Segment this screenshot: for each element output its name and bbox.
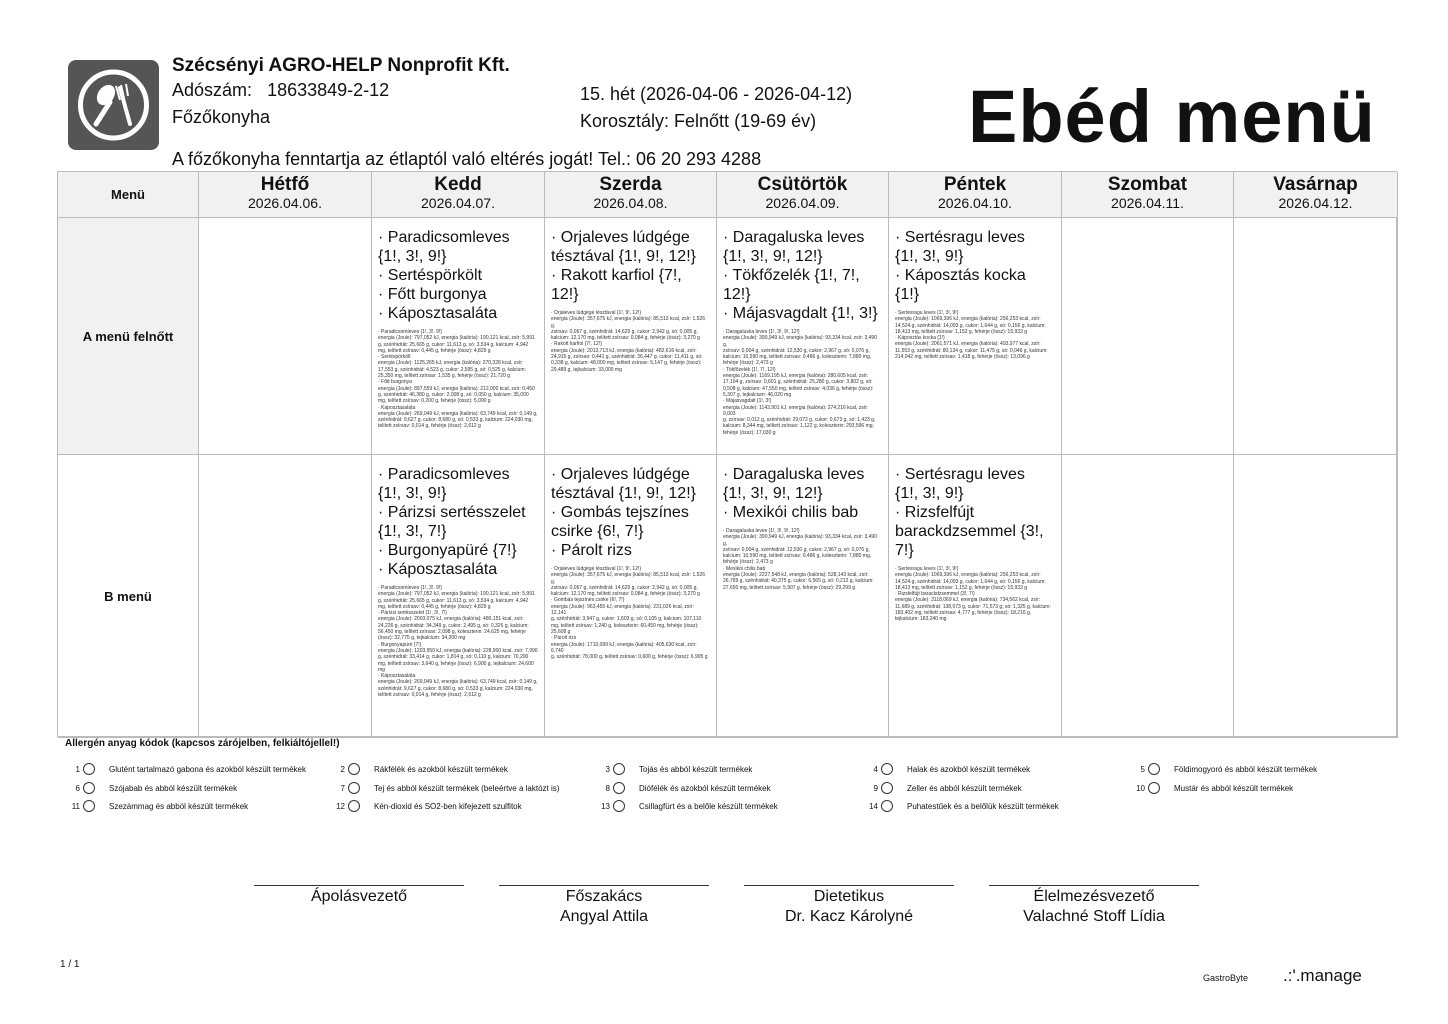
allergen-item — [590, 763, 752, 775]
nutrition-info — [717, 323, 888, 436]
tax-number — [172, 80, 389, 101]
signature-line — [499, 885, 709, 886]
day-name: Csütörtök — [757, 174, 848, 195]
nutrition-line: mg, telített zsírsav: 0,200 g, fehérje (össz): 5,000 g — [378, 398, 491, 405]
allergen-number: 11 — [71, 801, 80, 811]
dish-line: · Sertésragu leves — [895, 229, 1025, 246]
allergen-label: Szezámmag és abból készült termékek — [109, 801, 249, 811]
signature-line — [744, 885, 954, 886]
dish-line: · Káposztasaláta — [378, 561, 498, 578]
dish-line: 12!} — [551, 286, 579, 303]
crab-icon — [348, 763, 360, 775]
nutrition-line: energia (Joule): 1710,099 kJ, energia (kalória): 405,630 kcal, zsír: 6,740 — [551, 641, 697, 654]
nutrition-line: · Mexikói chilis bab — [723, 565, 766, 572]
peanut-icon — [1148, 763, 1160, 775]
egg-icon — [613, 763, 625, 775]
menu-cell — [1234, 218, 1398, 455]
day-header — [717, 172, 889, 218]
nutrition-line: (össz): 32,775 g, tejkalcium: 34,200 mg — [378, 635, 466, 642]
day-name: Szombat — [1107, 174, 1188, 195]
dish-line: · Sertésragu leves — [895, 466, 1025, 483]
dish-line: · Rizsfelfújt — [895, 504, 975, 521]
dish-line: · Orjaleves lúdgége — [551, 466, 690, 483]
allergen-number: 5 — [1140, 764, 1145, 774]
signature-block — [254, 887, 464, 907]
dish-line: · Rakott karfiol {7!, — [551, 267, 682, 284]
nutrition-line: 17,104 g, zsírsav: 0,601 g, szénhidrát: 25,280 g, cukor: 3,802 g, só: — [723, 379, 873, 386]
dish-line: · Paradicsomleves — [378, 466, 510, 483]
nutrition-line: 11,689 g, szénhidrát: 138,073 g, cukor: 71,573 g, só: 1,325 g, kalcium: — [895, 603, 1051, 610]
allergen-number: 8 — [605, 783, 610, 793]
allergen-item — [325, 782, 559, 794]
celery-icon — [881, 782, 893, 794]
spoon-fork-icon — [68, 60, 159, 150]
nutrition-line: · Káposztasaláta — [378, 404, 416, 411]
allergen-label: Csillagfürt és a belőle készült termékek — [639, 801, 778, 811]
dish-line: · Tökfőzelék {1!, 7!, — [723, 267, 860, 284]
dish-line: · Burgonyapüré {7!} — [378, 542, 517, 559]
nutrition-line: energia (Joule): 2227,548 kJ, energia (kalória): 528,143 kcal, zsír: — [723, 572, 869, 579]
table-corner: Menü — [58, 172, 199, 218]
nutrition-line: 29,489 g, tejkalcium: 33,000 mg — [551, 366, 622, 373]
nutrition-line: fehérje (össz): 2,473 g — [723, 559, 773, 566]
dish-line: · Májasvagdalt {1!, 3!} — [723, 305, 878, 322]
menu-cell — [199, 218, 372, 455]
day-name: Péntek — [943, 174, 1007, 195]
dish-line: {1!} — [895, 286, 920, 303]
menu-cell — [889, 218, 1062, 455]
allergen-item — [325, 763, 508, 775]
day-name: Kedd — [434, 174, 482, 195]
dish-line: · Káposztás kocka — [895, 267, 1026, 284]
nutrition-line: 0,338 g, kalcium: 48,000 mg, telített zsírsav: 5,147 g, fehérje (össz): — [551, 360, 702, 367]
dish-list — [372, 218, 544, 323]
soybean-icon — [83, 782, 95, 794]
nutrition-line: szénhidrát: 9,627 g, cukor: 8,680 g, só: 0,533 g, kalcium: 224,030 mg, — [378, 685, 533, 692]
nutrition-line: 11,553 g, szénhidrát: 80,134 g, cukor: 11,475 g, só: 0,046 g, kalcium: — [895, 347, 1048, 354]
nutrition-info — [545, 560, 716, 660]
nutrition-line: 17,553 g, szénhidrát: 4,523 g, cukor: 2,595 g, só: 0,525 g, kalcium: — [378, 366, 526, 373]
nutrition-line: · Daragaluska leves {1!, 3!, 9!, 12!} — [723, 329, 800, 335]
nutrition-line: 214,042 mg, telített zsírsav: 1,418 g, fehérje (össz): 13,096 g — [895, 354, 1030, 361]
allergen-label: Mustár és abból készült termékek — [1174, 783, 1294, 793]
nutrition-line: g, szénhidrát: 33,414 g, cukor: 1,814 g, só: 0,110 g, kalcium: 70,200 — [378, 654, 529, 661]
day-header — [1234, 172, 1398, 218]
dish-line: · Párolt rizs — [551, 542, 632, 559]
menu-cell — [1062, 218, 1234, 455]
allergen-item — [1125, 763, 1317, 775]
page-title: Ebéd menü — [968, 75, 1376, 158]
nutrition-line: · Rakott karfiol {7!, 12!} — [551, 341, 602, 348]
nutrition-info — [889, 560, 1061, 623]
nutrition-line: energia (Joule): 1169,195 kJ, energia (kalória): 280,605 kcal, zsír: — [723, 373, 869, 380]
nutrition-line: energia (Joule): 963,455 kJ, energia (kalória): 231,026 kcal, zsír: 12,141 — [551, 603, 694, 617]
nutrition-line: · Sertésragu leves {1!, 3!, 9!} — [895, 566, 959, 572]
dish-line: {1!, 3!, 9!} — [895, 248, 964, 265]
nutrition-line: energia (Joule): 797,052 kJ, energia (kalória): 190,121 kcal, zsír: 5,991 — [378, 591, 535, 598]
nutrition-line: 25,350 mg, telített zsírsav: 1,535 g, fehérje (össz): 21,720 g — [378, 373, 511, 380]
nutrition-line: 183,402 mg, telített zsírsav: 4,777 g, fehérje (össz): 18,216 g, — [895, 610, 1032, 617]
allergen-number: 1 — [75, 764, 80, 774]
menu-cell — [199, 455, 372, 738]
nutrition-line: g, szénhidrát: 78,000 g, telített zsírsav: 0,600 g, fehérje (össz): 6,905 g — [551, 654, 708, 661]
nutrition-line: · Párolt rizs — [551, 635, 577, 642]
day-header — [889, 172, 1062, 218]
signature-block — [744, 887, 954, 927]
fish-icon — [881, 763, 893, 775]
dish-line: {1!, 3!, 9!} — [378, 485, 447, 502]
nutrition-line: 18,413 mg, telített zsírsav: 1,152 g, fehérje (össz): 15,932 g — [895, 328, 1028, 335]
nutrition-line: zsírsav: 0,067 g, szénhidrát: 14,629 g, cukor: 2,942 g, só: 0,005 g, — [551, 328, 698, 335]
dish-line: {1!, 3!, 9!, 12!} — [723, 485, 823, 502]
day-header — [545, 172, 717, 218]
nutrition-line: zsírsav: 0,067 g, szénhidrát: 14,629 g, cukor: 2,942 g, só: 0,005 g, — [551, 584, 698, 591]
dish-line: · Orjaleves lúdgége — [551, 229, 690, 246]
signature-name: Angyal Attila — [559, 908, 649, 925]
tax-label: Adószám: — [172, 80, 253, 100]
allergen-number: 3 — [605, 764, 610, 774]
nutrition-line: 18,413 mg, telített zsírsav: 1,152 g, fehérje (össz): 15,932 g — [895, 584, 1028, 591]
nutrition-line: energia (Joule): 2003,075 kJ, energia (kalória): 480,151 kcal, zsír: — [378, 616, 524, 623]
nutrition-line: energia (Joule): 897,559 kJ, energia (kalória): 212,000 kcal, zsír: 0,450 — [378, 385, 535, 392]
nutrition-info — [545, 304, 716, 373]
menu-cell — [545, 218, 717, 455]
nutrition-line: tejkalcium: 183,240 mg — [895, 616, 947, 623]
dish-line: {1!, 3!, 9!, 12!} — [723, 248, 823, 265]
dish-list — [889, 218, 1061, 304]
allergen-number: 10 — [1136, 783, 1145, 793]
brand-manage: .:'.manage — [1283, 966, 1362, 985]
nutrition-line: 56,450 mg, telített zsírsav: 2,098 g, koleszterin: 24,625 mg, fehérje — [378, 629, 526, 636]
nutrition-line: energia (Joule): 1203,950 kJ, energia (kalória): 228,900 kcal, zsír: 7,990 — [378, 647, 538, 654]
allergen-number: 7 — [340, 783, 345, 793]
signature-line — [254, 885, 464, 886]
allergen-label: Szójabab és abból készült termékek — [109, 783, 238, 793]
dish-line: · Paradicsomleves — [378, 229, 510, 246]
nutrition-line: · Gombás tejszínes csirke {6!, 7!} — [551, 597, 625, 604]
menu-cell — [1234, 455, 1398, 738]
nutrition-line: g, zsírsav: 0,012 g, szénhidrát: 29,072 g, cukor: 0,673 g, só: 1,423 g, — [723, 417, 876, 424]
allergen-label: Rákfélék és azokból készült termékek — [374, 764, 508, 774]
lupin-icon — [613, 800, 625, 812]
nutrition-line: · Párizsi sertésszelet {1!, 3!, 7!} — [378, 610, 447, 617]
nutrition-line: kalcium: 10,590 mg, telített zsírsav: 0,486 g, koleszterin: 7,880 mg, — [723, 553, 872, 560]
nutrition-line: energia (Joule): 357,675 kJ, energia (kalória): 85,513 kcal, zsír: 1,526 g, — [551, 316, 705, 329]
milk-icon — [348, 782, 360, 794]
nutrition-line: energia (Joule): 1143,901 kJ, energia (kalória): 274,216 kcal, zsír: 9,003 — [723, 404, 869, 417]
allergen-item — [858, 763, 1030, 775]
allergen-item — [1125, 782, 1293, 794]
signature-role: Dietetikus — [813, 888, 885, 905]
dish-list — [717, 218, 888, 323]
mustard-icon — [1148, 782, 1160, 794]
dish-line: · Gombás tejszínes — [551, 504, 689, 521]
nutrition-line: 26,769 g, szénhidrát: 40,375 g, cukor: 6,565 g, só: 0,212 g, kalcium: — [723, 578, 874, 585]
allergen-label: Halak és azokból készült termékek — [907, 764, 1031, 774]
day-header — [199, 172, 372, 218]
signature-name: Dr. Kacz Károlyné — [784, 908, 914, 925]
dish-list — [372, 455, 544, 579]
brand-gastrobyte: GastroByte — [1203, 973, 1249, 983]
nutrition-line: energia (Joule): 1069,396 kJ, energia (kalória): 256,253 kcal, zsír: — [895, 572, 1041, 579]
dish-line: {1!, 3!, 9!} — [378, 248, 447, 265]
wheat-icon — [83, 763, 95, 775]
day-date: 2026.04.10. — [938, 195, 1012, 211]
dish-line: {1!, 3!, 7!} — [378, 523, 447, 540]
nutrition-line: zsírsav: 0,004 g, szénhidrát: 12,530 g, cukor: 2,967 g, só: 0,076 g, — [723, 546, 870, 553]
nutrition-line: · Tökfőzelék {1!, 7!, 12!} — [723, 366, 776, 373]
dish-line: {1!, 3!, 9!} — [895, 485, 964, 502]
nutrition-line: 14,524 g, szénhidrát: 14,093 g, cukor: 1,644 g, só: 0,156 g, kalcium: — [895, 578, 1046, 585]
nutrition-line: · Orjaleves lúdgége tésztával {1!, 9!, 12!} — [551, 310, 642, 316]
dish-line: 12!} — [723, 286, 751, 303]
day-date: 2026.04.12. — [1278, 195, 1353, 211]
signature-name: Valachné Stoff Lídia — [1023, 908, 1165, 925]
allergen-number: 14 — [869, 801, 878, 811]
menu-cell — [372, 218, 545, 455]
dish-line: 7!} — [895, 542, 914, 559]
allergen-number: 2 — [340, 764, 345, 774]
dish-line: · Főtt burgonya — [378, 286, 487, 303]
day-header — [1062, 172, 1234, 218]
day-header — [372, 172, 545, 218]
dish-line: tésztával {1!, 9!, 12!} — [551, 248, 696, 265]
nutrition-line: g, szénhidrát: 46,380 g, cukor: 2,008 g, só: 0,050 g, kalcium: 35,000 — [378, 391, 529, 398]
nutrition-line: g, szénhidrát: 3,947 g, cukor: 1,603 g, só: 0,105 g, kalcium: 107,110 — [551, 616, 702, 623]
nutrition-line: fehérje (össz): 2,473 g — [723, 360, 773, 367]
dish-line: · Káposztasaláta — [378, 305, 498, 322]
day-date: 2026.04.09. — [765, 195, 840, 211]
nutrition-line: kalcium: 8,344 mg, telített zsírsav: 1,122 g, koleszterin: 293,596 mg, — [723, 423, 874, 430]
nutrition-line: · Sertésragu leves {1!, 3!, 9!} — [895, 310, 959, 316]
nutrition-line: · Paradicsomleves {1!, 3!, 9!} — [378, 329, 442, 335]
day-name: Hétfő — [260, 174, 310, 195]
allergen-number: 9 — [873, 783, 878, 793]
nutrition-line: 0,508 g, kalcium: 47,550 mg, telített zsírsav: 4,036 g, fehérje (össz): — [723, 385, 874, 392]
mollusc-icon — [881, 800, 893, 812]
dish-line: · Daragaluska leves — [723, 229, 865, 246]
allergen-label: Földimogyoró és abból készült termékek — [1174, 764, 1318, 774]
nutrition-info — [889, 304, 1061, 360]
nutrition-line: · Orjaleves lúdgége tésztával {1!, 9!, 12!} — [551, 566, 642, 572]
allergen-label: Glutént tartalmazó gabona és azokból készült termékek — [109, 764, 306, 774]
allergen-label: Diófélék és azokból készült termékek — [639, 783, 771, 793]
day-date: 2026.04.07. — [421, 195, 495, 211]
nutrition-line: energia (Joule): 797,052 kJ, energia (kalória): 190,121 kcal, zsír: 5,991 — [378, 335, 535, 342]
nutrition-line: energia (Joule): 269,049 kJ, energia (kalória): 63,749 kcal, zsír: 0,149 g, — [378, 679, 538, 686]
nutrition-line: mg, telített zsírsav: 0,445 g, fehérje (össz): 4,829 g — [378, 603, 491, 610]
page-number: 1 / 1 — [60, 959, 80, 970]
day-name: Szerda — [599, 174, 662, 195]
nutrition-line: kalcium: 12,170 mg, telített zsírsav: 0,084 g, fehérje (össz): 3,270 g — [551, 591, 700, 598]
nutrition-line: 27,650 mg, telített zsírsav: 5,907 g, fehérje (össz): 29,299 g — [723, 584, 856, 591]
nutrition-line: 25,608 g — [551, 628, 571, 635]
menu-cell — [717, 218, 889, 455]
nutrition-line: · Burgonyapüré {7!} — [378, 641, 422, 648]
dish-line: · Párizsi sertésszelet — [378, 504, 526, 521]
nutrition-line: · Káposztasaláta — [378, 673, 416, 680]
signature-line — [989, 885, 1199, 886]
menu-cell — [372, 455, 545, 738]
signature-block — [499, 887, 709, 927]
nutrition-line: kalcium: 10,590 mg, telített zsírsav: 0,486 g, koleszterin: 7,880 mg, — [723, 354, 872, 361]
nutrition-line: energia (Joule): 2013,713 kJ, energia (kalória): 482,616 kcal, zsír: — [551, 347, 697, 354]
nutrition-line: mg, telített zsírsav: 1,240 g, koleszterin: 60,450 mg, fehérje (össz): — [551, 622, 699, 629]
notice: A főzőkonyha fenntartja az étlaptól való eltérés jogát! Tel.: 06 20 293 4288 — [172, 149, 762, 169]
signature-role: Ápolásvezető — [310, 888, 408, 905]
day-date: 2026.04.06. — [248, 195, 322, 211]
allergen-item — [590, 782, 771, 794]
signature-role: Főszakács — [565, 888, 643, 905]
nutrition-line: · Sertéspörkölt — [378, 354, 411, 361]
allergen-label: Kén-dioxid és SO2-ben kifejezett szulfitok — [374, 801, 522, 811]
nutrition-line: telített zsírsav: 0,014 g, fehérje (össz): 2,612 g — [378, 423, 481, 430]
row-label: B menü — [58, 455, 199, 738]
allergen-number: 6 — [75, 783, 80, 793]
nutrition-line: · Főtt burgonya — [378, 379, 412, 386]
allergen-item — [325, 800, 522, 812]
dish-line: · Mexikói chilis bab — [723, 504, 859, 521]
tax-value: 18633849-2-12 — [267, 80, 390, 100]
nutrition-line: energia (Joule): 3118,069 kJ, energia (kalória): 734,562 kcal, zsír: — [895, 597, 1041, 604]
dish-line: csirke {6!, 7!} — [551, 523, 644, 540]
nut-icon — [613, 782, 625, 794]
allergen-label: Tojás és abból készült termékek — [639, 764, 753, 774]
signature-block — [989, 887, 1199, 927]
allergen-number: 13 — [601, 801, 610, 811]
nutrition-line: · Rizsfelfújt barackdzsemmel {3!, 7!} — [895, 591, 975, 598]
nutrition-info — [372, 579, 544, 698]
menu-cell — [1062, 455, 1234, 738]
nutrition-line: energia (Joule): 390,949 kJ, energia (kalória): 93,334 kcal, zsír: 3,490 g, — [723, 534, 877, 547]
dish-line: tésztával {1!, 9!, 12!} — [551, 485, 696, 502]
allergen-number: 4 — [873, 764, 878, 774]
allergen-item — [858, 782, 1022, 794]
allergen-number: 12 — [336, 801, 345, 811]
kitchen-name: Főzőkonyha — [172, 107, 271, 127]
dish-list — [545, 218, 716, 304]
nutrition-line: zsírsav: 0,004 g, szénhidrát: 12,530 g, cukor: 2,967 g, só: 0,076 g, — [723, 347, 870, 354]
nutrition-line: energia (Joule): 357,675 kJ, energia (kalória): 85,513 kcal, zsír: 1,526 g, — [551, 572, 705, 585]
week-range: 15. hét (2026-04-06 - 2026-04-12) — [580, 84, 853, 104]
nutrition-line: mg, telített zsírsav: 3,640 g, fehérje (össz): 6,900 g, tejkalcium: 24,600 mg — [378, 660, 534, 673]
nutrition-line: mg, telített zsírsav: 0,445 g, fehérje (össz): 4,829 g — [378, 347, 491, 354]
nutrition-line: fehérje (össz): 17,030 g — [723, 429, 776, 436]
nutrition-line: 24,226 g, szénhidrát: 34,349 g, cukor: 2,495 g, só: 0,326 g, kalcium: — [378, 622, 529, 629]
allergen-item — [60, 782, 237, 794]
nutrition-line: 5,307 g, tejkalcium: 46,020 mg — [723, 391, 792, 398]
nutrition-line: energia (Joule): 269,049 kJ, energia (kalória): 63,749 kcal, zsír: 0,149 g, — [378, 410, 538, 417]
sesame-icon — [83, 800, 95, 812]
logo — [68, 60, 159, 150]
menu-table — [57, 171, 1397, 737]
nutrition-line: g, szénhidrát: 25,665 g, cukor: 11,613 g, só: 3,534 g, kalcium: 4,942 — [378, 597, 529, 604]
allergen-title: Allergén anyag kódok (kapcsos zárójelben, felkiáltójellel!) — [65, 738, 340, 749]
age-group: Korosztály: Felnőtt (19-69 év) — [580, 111, 817, 131]
nutrition-line: kalcium: 12,170 mg, telített zsírsav: 0,084 g, fehérje (össz): 3,270 g — [551, 335, 700, 342]
nutrition-line: g, szénhidrát: 25,665 g, cukor: 11,613 g, só: 3,534 g, kalcium: 4,942 — [378, 341, 529, 348]
allergen-label: Tej és abból készült termékek (beleértve a laktózt is) — [374, 783, 560, 793]
day-date: 2026.04.08. — [593, 195, 668, 211]
nutrition-line: energia (Joule): 1125,265 kJ, energia (kalória): 270,328 kcal, zsír: — [378, 360, 524, 367]
sulphite-icon — [348, 800, 360, 812]
nutrition-info — [717, 522, 888, 591]
nutrition-line: 24,915 g, zsírsav: 0,441 g, szénhidrát: 36,447 g, cukor: 11,411 g, só: — [551, 354, 703, 361]
allergen-label: Puhatestűek és a belőlük készült termékek — [907, 801, 1059, 811]
dish-line: · Sertéspörkölt — [378, 267, 483, 284]
allergen-item — [590, 800, 778, 812]
dish-line: · Daragaluska leves — [723, 466, 865, 483]
nutrition-line: energia (Joule): 2061,571 kJ, energia (kalória): 493,977 kcal, zsír: — [895, 341, 1041, 348]
allergen-item — [60, 763, 306, 775]
allergen-item — [858, 800, 1059, 812]
day-date: 2026.04.11. — [1111, 195, 1184, 211]
menu-cell — [717, 455, 889, 738]
day-name: Vasárnap — [1273, 174, 1358, 195]
nutrition-line: · Májasvagdalt {1!, 3!} — [723, 398, 772, 405]
signature-role: Élelmezésvezető — [1033, 888, 1155, 905]
menu-cell — [545, 455, 717, 738]
allergen-item — [60, 800, 248, 812]
nutrition-line: 14,524 g, szénhidrát: 14,093 g, cukor: 1,644 g, só: 0,156 g, kalcium: — [895, 322, 1046, 329]
nutrition-line: · Káposztás kocka {1!} — [895, 335, 945, 342]
dish-line: barackdzsemmel {3!, — [895, 523, 1044, 540]
dish-list — [545, 455, 716, 560]
dish-list — [889, 455, 1061, 560]
row-label: A menü felnőtt — [58, 218, 199, 455]
dish-list — [717, 455, 888, 522]
nutrition-line: szénhidrát: 9,627 g, cukor: 8,680 g, só: 0,533 g, kalcium: 224,030 mg, — [378, 417, 533, 424]
company-name: Szécsényi AGRO-HELP Nonprofit Kft. — [172, 55, 510, 76]
nutrition-line: energia (Joule): 1069,396 kJ, energia (kalória): 256,253 kcal, zsír: — [895, 316, 1041, 323]
nutrition-line: · Paradicsomleves {1!, 3!, 9!} — [378, 585, 442, 591]
nutrition-line: · Daragaluska leves {1!, 3!, 9!, 12!} — [723, 528, 800, 534]
nutrition-info — [372, 323, 544, 430]
allergen-label: Zeller és abból készült termékek — [907, 783, 1022, 793]
nutrition-line: telített zsírsav: 0,014 g, fehérje (össz): 2,612 g — [378, 692, 481, 699]
nutrition-line: energia (Joule): 390,949 kJ, energia (kalória): 93,334 kcal, zsír: 3,490 g, — [723, 335, 877, 348]
menu-cell — [889, 455, 1062, 738]
